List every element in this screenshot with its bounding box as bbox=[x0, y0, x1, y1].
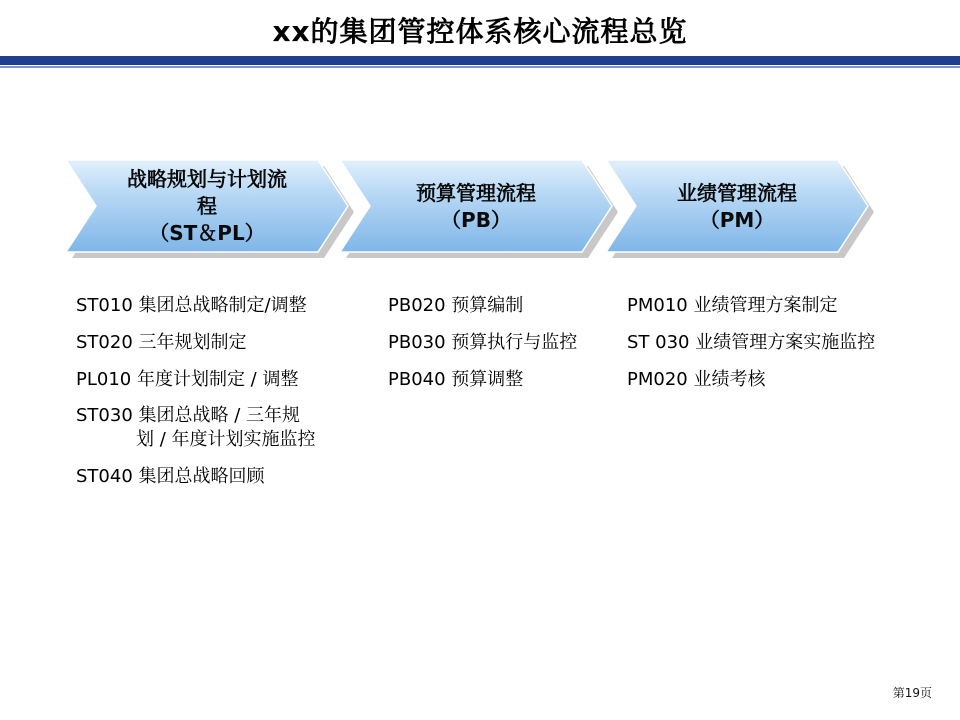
list-item: PB020 预算编制 bbox=[388, 295, 524, 316]
list-item-line2: 划 / 年度计划实施监控 bbox=[136, 429, 316, 450]
page-number: 第19页 bbox=[892, 686, 932, 700]
list-item: PL010 年度计划制定 / 调整 bbox=[76, 369, 299, 390]
list-item: ST020 三年规划制定 bbox=[76, 332, 247, 353]
process-name: 预算管理流程 bbox=[416, 181, 536, 205]
title-rule bbox=[0, 56, 960, 65]
process-code: （ST＆PL） bbox=[149, 221, 265, 245]
st-pl-process-list bbox=[76, 287, 376, 495]
process-name-line2: 程 bbox=[197, 194, 217, 218]
title-rule-thin bbox=[0, 66, 960, 68]
list-item: ST040 集团总战略回顾 bbox=[76, 466, 265, 487]
pm-process-list bbox=[627, 287, 937, 398]
list-item: PM010 业绩管理方案制定 bbox=[627, 295, 838, 316]
list-item: PB040 预算调整 bbox=[388, 369, 524, 390]
process-label-pm bbox=[636, 180, 838, 234]
list-item: ST010 集团总战略制定/调整 bbox=[76, 295, 307, 316]
list-item-line1: ST030 集团总战略 / 三年规 bbox=[76, 405, 301, 426]
list-item: ST 030 业绩管理方案实施监控 bbox=[627, 332, 876, 353]
pb-process-list bbox=[388, 287, 618, 398]
process-label-st-pl bbox=[96, 166, 318, 247]
process-code: （PM） bbox=[699, 208, 775, 232]
list-item: PM020 业绩考核 bbox=[627, 369, 766, 390]
process-label-pb bbox=[370, 180, 582, 234]
list-item: PB030 预算执行与监控 bbox=[388, 332, 578, 353]
slide-title: xx的集团管控体系核心流程总览 bbox=[272, 15, 688, 48]
process-code: （PB） bbox=[441, 208, 511, 232]
list-item bbox=[76, 398, 376, 458]
process-name: 业绩管理流程 bbox=[677, 181, 797, 205]
process-name-line1: 战略规划与计划流 bbox=[127, 167, 287, 191]
